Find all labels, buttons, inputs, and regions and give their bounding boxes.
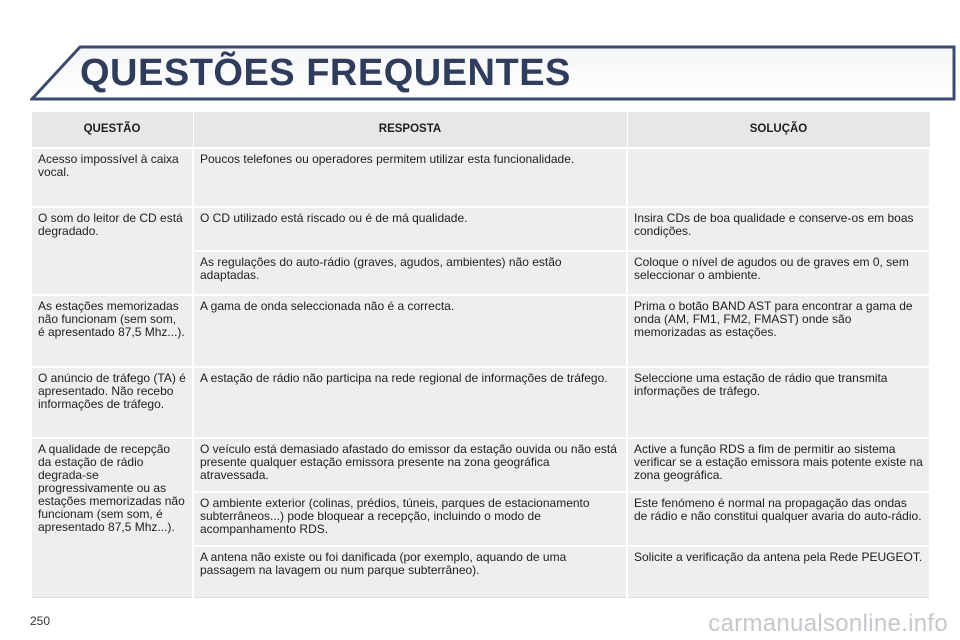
- watermark: carmanualsonline.info: [708, 610, 948, 637]
- solution-cell: Prima o botão BAND AST para encontrar a gama de onda (AM, FM1, FM2, FMAST) onde são memorizadas as estações.: [627, 295, 930, 367]
- table-row: [31, 148, 930, 207]
- table-row: [31, 207, 930, 251]
- table-header-row: [31, 112, 930, 149]
- answer-cell: O veículo está demasiado afastado do emissor da estação ouvida ou não está presente qualquer estação emissora presente na zona geográfica atravessada.: [193, 438, 627, 492]
- solution-cell: [627, 148, 930, 207]
- question-cell: O som do leitor de CD está degradado.: [31, 207, 193, 295]
- answer-cell: A antena não existe ou foi danificada (por exemplo, aquando de uma passagem na lavagem ou num parque subterrâneo).: [193, 546, 627, 597]
- solution-cell: Coloque o nível de agudos ou de graves em 0, sem seleccionar o ambiente.: [627, 251, 930, 295]
- solution-cell: Solicite a verificação da antena pela Rede PEUGEOT.: [627, 546, 930, 597]
- question-cell: O anúncio de tráfego (TA) é apresentado. Não recebo informações de tráfego.: [31, 367, 193, 438]
- column-header-question: QUESTÃO: [31, 112, 193, 149]
- solution-cell: Este fenómeno é normal na propagação das ondas de rádio e não constitui qualquer avaria do auto-rádio.: [627, 492, 930, 546]
- answer-cell: Poucos telefones ou operadores permitem utilizar esta funcionalidade.: [193, 148, 627, 207]
- question-cell: A qualidade de recepção da estação de rádio degrada-se progressivamente ou as estações memorizadas não funcionam (sem som, é apresentado 87,5 Mhz...).: [31, 438, 193, 597]
- answer-cell: A gama de onda seleccionada não é a correcta.: [193, 295, 627, 367]
- answer-cell: O ambiente exterior (colinas, prédios, túneis, parques de estacionamento subterrâneos...) pode bloquear a recepção, incluindo o modo de acompanhamento RDS.: [193, 492, 627, 546]
- table-row: [31, 367, 930, 438]
- answer-cell: As regulações do auto-rádio (graves, agudos, ambientes) não estão adaptadas.: [193, 251, 627, 295]
- page-number: 250: [30, 614, 51, 628]
- faq-table: [30, 111, 931, 598]
- table-row: [31, 438, 930, 492]
- column-header-solution: SOLUÇÃO: [627, 112, 930, 149]
- solution-cell: Active a função RDS a fim de permitir ao sistema verificar se a estação emissora mais potente existe na zona geográfica.: [627, 438, 930, 492]
- table-row: [31, 295, 930, 367]
- answer-cell: O CD utilizado está riscado ou é de má qualidade.: [193, 207, 627, 251]
- question-cell: As estações memorizadas não funcionam (sem som, é apresentado 87,5 Mhz...).: [31, 295, 193, 367]
- answer-cell: A estação de rádio não participa na rede regional de informações de tráfego.: [193, 367, 627, 438]
- column-header-answer: RESPOSTA: [193, 112, 627, 149]
- page-title: QUESTÕES FREQUENTES: [80, 52, 571, 94]
- solution-cell: Seleccione uma estação de rádio que transmita informações de tráfego.: [627, 367, 930, 438]
- solution-cell: Insira CDs de boa qualidade e conserve-os em boas condições.: [627, 207, 930, 251]
- question-cell: Acesso impossível à caixa vocal.: [31, 148, 193, 207]
